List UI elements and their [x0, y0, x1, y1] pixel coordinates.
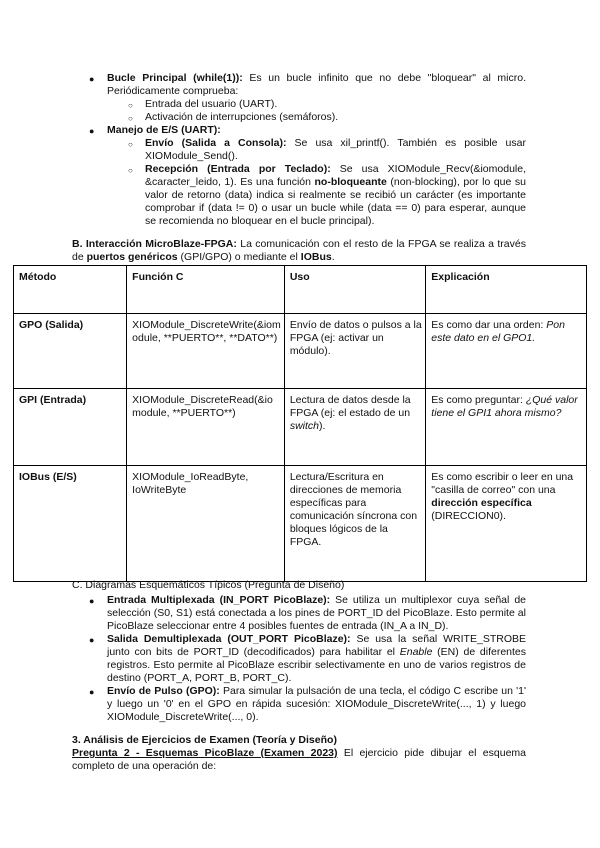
table-row	[14, 466, 587, 582]
circle-bullet-icon: ○	[128, 140, 133, 149]
column-header: Método	[14, 266, 127, 314]
sub-item: Activación de interrupciones (semáforos).	[145, 111, 339, 123]
envio-item: Envío (Salida a Consola): Se usa xil_printf(). También es posible usar XIOModule_Send().	[145, 137, 526, 162]
bullet-icon: ●	[89, 596, 95, 606]
column-header: Uso	[284, 266, 425, 314]
section-3-heading: 3. Análisis de Ejercicios de Examen (Teoría y Diseño)	[72, 734, 337, 746]
bullet-icon: ●	[89, 687, 95, 697]
table-header-row	[14, 266, 587, 314]
section-b-paragraph: B. Interacción MicroBlaze-FPGA: La comunicación con el resto de la FPGA se realiza a través de puertos genéricos (GPI/GPO) o mediante el IOBus.	[72, 238, 526, 263]
manejo-es-label: Manejo de E/S (UART):	[107, 124, 221, 136]
circle-bullet-icon: ○	[128, 114, 133, 123]
salida-demultiplexada-item: Salida Demultiplexada (OUT_PORT PicoBlaze): Se usa la señal WRITE_STROBE junto con bits de PORT_ID (decodificados) para habilitar el Enable (EN) de diferentes registros. Esto permite al PicoBlaze escribir selectivamente en uno de varios registros de destino (PORT_A, PORT_B, PORT_C).	[107, 633, 527, 684]
table-row	[14, 389, 587, 466]
entrada-multiplexada-item: Entrada Multiplexada (IN_PORT PicoBlaze): Se utiliza un multiplexor cuya señal de selección (S0, S1) está conectada a los pines de PORT_ID del PicoBlaze. Esto permite al PicoBlaze seleccionar entre 4 posibles fuentes de entrada (IN_A a IN_D).	[107, 594, 526, 632]
explicacion-cell: Es como preguntar: ¿Qué valor tiene el GPI1 ahora mismo?	[426, 389, 587, 466]
uso-cell: Lectura/Escritura en direcciones de memoria específicas para comunicación síncrona con bloques lógicos de la FPGA.	[284, 466, 425, 582]
recepcion-item: Recepción (Entrada por Teclado): Se usa XIOModule_Recv(&iomodule, &caracter_leido, 1). Es una función no-bloqueante (non-blocking), por lo que su valor de retorno (data) indica si realmente se recibió un carácter (es importante comprobar if (data != 0) o usar un bucle while (data == 0) para esperar, aunque se recomienda no bloquear en el bucle principal).	[145, 163, 526, 227]
column-header: Explicación	[426, 266, 587, 314]
metodo-cell: GPO (Salida)	[14, 314, 127, 389]
uso-cell: Lectura de datos desde la FPGA (ej: el estado de un switch).	[284, 389, 425, 466]
funcion-cell: XIOModule_IoReadByte, IoWriteByte	[127, 466, 285, 582]
metodo-cell: IOBus (E/S)	[14, 466, 127, 582]
funcion-cell: XIOModule_DiscreteWrite(&iomodule, **PUERTO**, **DATO**)	[127, 314, 285, 389]
interaction-table	[13, 265, 587, 582]
metodo-cell: GPI (Entrada)	[14, 389, 127, 466]
explicacion-cell: Es como dar una orden: Pon este dato en el GPO1.	[426, 314, 587, 389]
bullet-icon: ●	[89, 74, 95, 84]
envio-pulso-item: Envío de Pulso (GPO): Para simular la pulsación de una tecla, el código C escribe un '1' y luego un '0' en el GPO en rápida sucesión: XIOModule_DiscreteWrite(..., 1) y luego XIOModule_DiscreteWrite(..., 0).	[107, 685, 526, 723]
bucle-principal-item: Bucle Principal (while(1)): Es un bucle infinito que no debe "bloquear" al micro. Periódicamente comprueba:	[107, 72, 526, 97]
column-header: Función C	[127, 266, 285, 314]
circle-bullet-icon: ○	[128, 166, 133, 175]
circle-bullet-icon: ○	[128, 101, 133, 110]
uso-cell: Envío de datos o pulsos a la FPGA (ej: activar un módulo).	[284, 314, 425, 389]
pregunta-2-paragraph: Pregunta 2 - Esquemas PicoBlaze (Examen 2023) El ejercicio pide dibujar el esquema completo de una operación de:	[72, 747, 526, 772]
explicacion-cell: Es como escribir o leer en una "casilla de correo" con una dirección específica (DIRECCION0).	[426, 466, 587, 582]
bullet-icon: ●	[89, 635, 95, 645]
bullet-icon: ●	[89, 126, 95, 136]
sub-item: Entrada del usuario (UART).	[145, 98, 278, 110]
section-c-heading: C. Diagramas Esquemáticos Típicos (Pregunta de Diseño)	[72, 579, 345, 591]
funcion-cell: XIOModule_DiscreteRead(&iomodule, **PUERTO**)	[127, 389, 285, 466]
table-row	[14, 314, 587, 389]
